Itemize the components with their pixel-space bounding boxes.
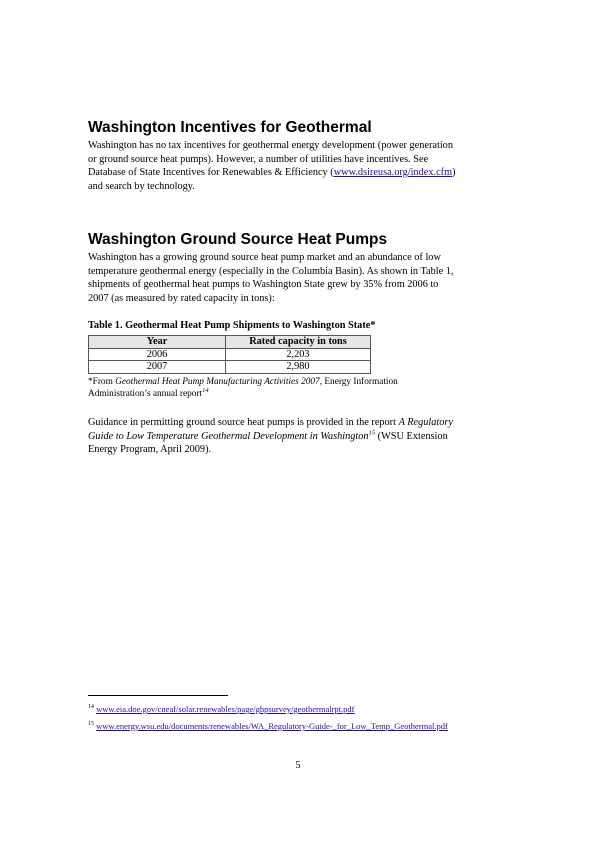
cell-year: 2006 — [89, 348, 226, 361]
note-line — [88, 386, 398, 401]
guide-title-italic: A Regulatory — [398, 417, 453, 428]
paragraph-incentives — [88, 139, 508, 193]
table-row — [89, 348, 371, 361]
paragraph-guidance — [88, 416, 508, 457]
paragraph-line: shipments of geothermal heat pumps to Washington State grew by 35% from 2006 to — [88, 279, 439, 290]
footnote-link-eia[interactable]: www.eia.doe.gov/cneaf/solar.renewables/page/ghpsurvey/geothermalrpt.pdf — [96, 704, 355, 714]
shipments-table — [88, 335, 371, 374]
report-title-italic: Geothermal Heat Pump Manufacturing Activities 2007, — [115, 377, 323, 387]
cell-year: 2007 — [89, 361, 226, 374]
text-fragment: (WSU Extension — [375, 430, 448, 442]
footnote-14 — [88, 704, 355, 714]
footnote-ref-14[interactable]: 14 — [202, 386, 209, 394]
paragraph-line: Energy Program, April 2009). — [88, 444, 212, 455]
text-fragment: *From — [88, 377, 116, 387]
page-number: 5 — [295, 760, 301, 771]
text-fragment: ) — [452, 167, 456, 178]
dsireusa-link[interactable]: www.dsireusa.org/index.cfm — [333, 167, 453, 178]
cell-capacity: 2,203 — [226, 348, 371, 361]
heading-heat-pumps: Washington Ground Source Heat Pumps — [88, 231, 388, 248]
paragraph-line: Washington has no tax incentives for geothermal energy development (power generation — [88, 140, 453, 151]
note-line — [88, 377, 398, 389]
table-caption: Table 1. Geothermal Heat Pump Shipments to Washington State* — [88, 320, 376, 331]
paragraph-line: and search by technology. — [88, 180, 195, 192]
footnote-divider — [88, 695, 228, 696]
footnote-number: 15 — [88, 721, 94, 728]
paragraph-line: or ground source heat pumps). However, a number of utilities have incentives. See — [88, 153, 429, 165]
heading-incentives: Washington Incentives for Geothermal — [88, 119, 372, 136]
guide-title-italic: Guide to Low Temperature Geothermal Development in Washington — [88, 430, 369, 442]
text-fragment: Guidance in permitting ground source heat pumps is provided in the report — [88, 417, 399, 428]
column-header-capacity: Rated capacity in tons — [226, 336, 371, 349]
paragraph-line — [88, 166, 508, 180]
footnote-link-wsu[interactable]: www.energy.wsu.edu/documents/renewables/WA_Regulatory-Guide-_for_Low_Temp_Geothermal.pdf — [96, 721, 448, 731]
cell-capacity: 2,980 — [226, 361, 371, 374]
table-header-row — [89, 336, 371, 349]
column-header-year: Year — [89, 336, 226, 349]
table-note — [88, 377, 398, 400]
paragraph-line: temperature geothermal energy (especially in the Columbia Basin). As shown in Table 1, — [88, 265, 454, 277]
footnote-15 — [88, 721, 448, 731]
footnote-ref-15[interactable]: 15 — [368, 429, 376, 437]
paragraph-line — [88, 416, 508, 430]
paragraph-line — [88, 430, 508, 444]
text-fragment: Administration’s annual report — [88, 388, 203, 399]
text-fragment: Energy Information — [322, 377, 398, 387]
table-row — [89, 361, 371, 374]
paragraph-line: 2007 (as measured by rated capacity in tons): — [88, 292, 275, 304]
paragraph-line: Washington has a growing ground source heat pump market and an abundance of low — [88, 252, 441, 263]
text-fragment: Database of State Incentives for Renewables & Efficiency ( — [88, 167, 334, 178]
footnote-number: 14 — [88, 704, 94, 711]
paragraph-heat-pumps — [88, 251, 508, 305]
